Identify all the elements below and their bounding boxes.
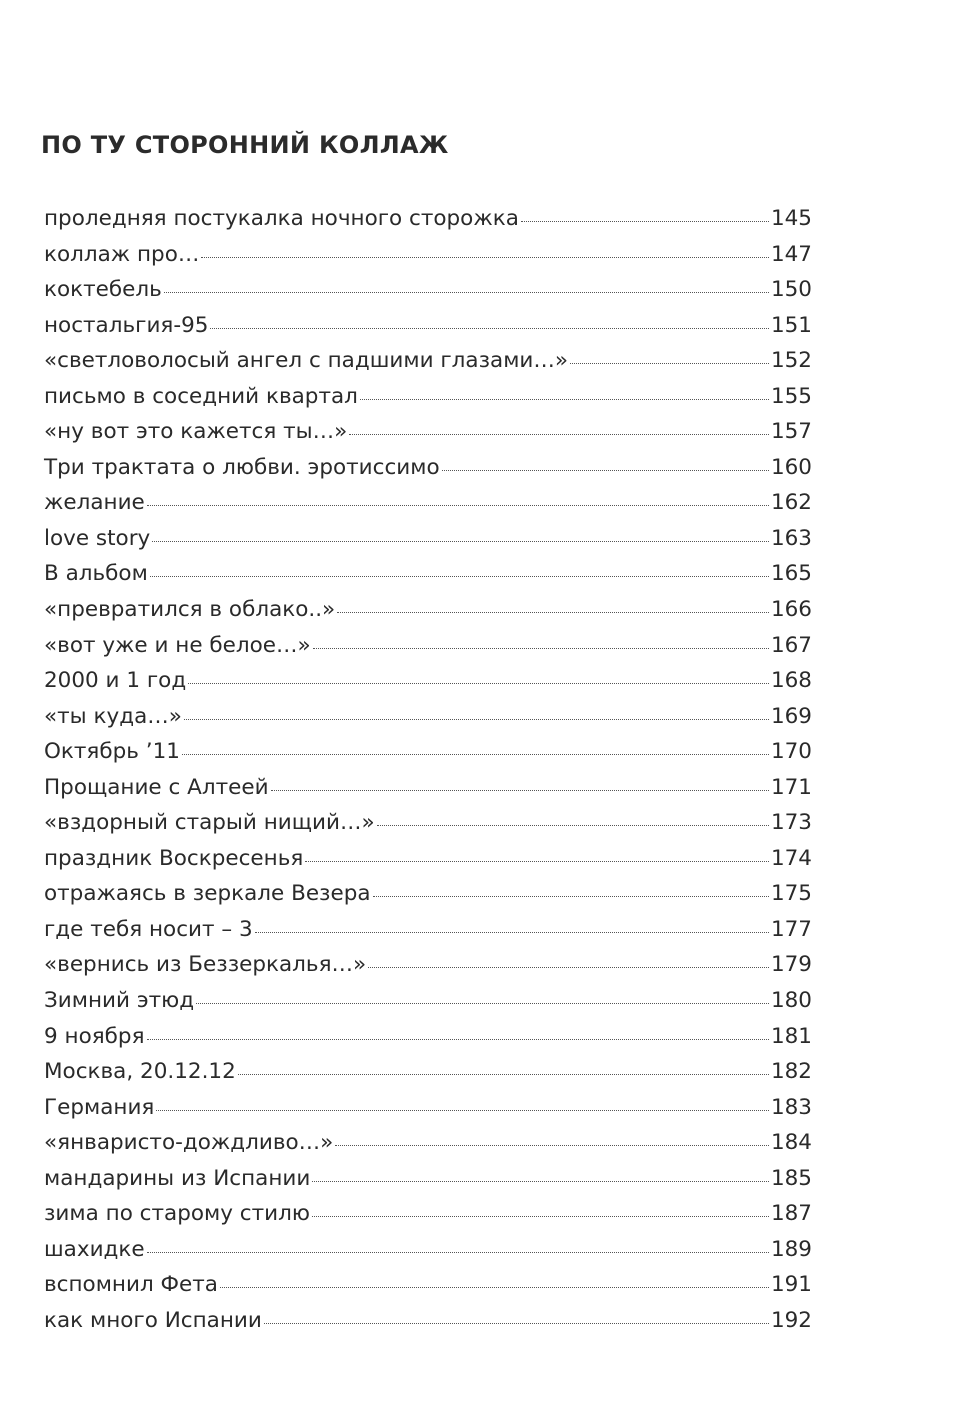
toc-entry-page-number: 166	[770, 597, 812, 623]
toc-entry-page-number: 183	[770, 1094, 812, 1120]
toc-entry-page-number: 170	[770, 739, 812, 765]
toc-entry	[44, 947, 812, 983]
toc-dot-leader	[264, 1323, 769, 1324]
toc-entry-title: love story	[44, 525, 151, 551]
toc-entry-page-number: 168	[770, 668, 812, 694]
toc-entry	[44, 734, 812, 770]
toc-entry	[44, 1161, 812, 1197]
toc-dot-leader	[156, 1110, 769, 1111]
toc-entry-title: шахидке	[44, 1236, 145, 1262]
toc-entry	[44, 663, 812, 699]
toc-entry-title: зима по старому стилю	[44, 1201, 310, 1227]
toc-dot-leader	[442, 470, 769, 471]
toc-entry-title: «светловолосый ангел с падшими глазами…»	[44, 348, 569, 374]
toc-entry	[44, 912, 812, 948]
toc-entry-page-number: 174	[770, 845, 812, 871]
toc-entry	[44, 556, 812, 592]
toc-entry-page-number: 157	[770, 419, 812, 445]
toc-entry-page-number: 184	[770, 1130, 812, 1156]
toc-entry-title: «январисто-дождливо…»	[44, 1130, 334, 1156]
toc-dot-leader	[313, 648, 769, 649]
toc-entry-title: Германия	[44, 1094, 155, 1120]
toc-entry	[44, 876, 812, 912]
toc-entry-title: как много Испании	[44, 1307, 262, 1333]
toc-entry-page-number: 167	[770, 632, 812, 658]
toc-dot-leader	[210, 328, 768, 329]
toc-entry-title: праздник Воскресенья	[44, 845, 304, 871]
toc-entry	[44, 450, 812, 486]
toc-entry	[44, 1232, 812, 1268]
toc-entry	[44, 805, 812, 841]
toc-entry-page-number: 185	[770, 1165, 812, 1191]
toc-entry-page-number: 165	[770, 561, 812, 587]
toc-entry-page-number: 163	[770, 525, 812, 551]
toc-entry	[44, 770, 812, 806]
toc-entry-page-number: 155	[770, 383, 812, 409]
toc-entry	[44, 983, 812, 1019]
toc-entry-page-number: 187	[770, 1201, 812, 1227]
toc-entry-page-number: 152	[770, 348, 812, 374]
toc-dot-leader	[184, 719, 769, 720]
toc-dot-leader	[147, 505, 769, 506]
toc-dot-leader	[373, 896, 769, 897]
toc-entry-title: 9 ноября	[44, 1023, 145, 1049]
toc-dot-leader	[196, 1003, 769, 1004]
toc-entry-page-number: 151	[770, 312, 812, 338]
toc-dot-leader	[238, 1074, 769, 1075]
toc-dot-leader	[368, 967, 769, 968]
toc-entry-page-number: 192	[770, 1307, 812, 1333]
toc-entry-page-number: 177	[770, 916, 812, 942]
toc-entry-title: 2000 и 1 год	[44, 668, 187, 694]
toc-entry	[44, 1267, 812, 1303]
toc-entry	[44, 628, 812, 664]
toc-entry-title: коктебель	[44, 277, 162, 303]
toc-entry-page-number: 169	[770, 703, 812, 729]
toc-dot-leader	[255, 932, 769, 933]
toc-dot-leader	[377, 825, 769, 826]
toc-entry-title: Три трактата о любви. эротиссимо	[44, 454, 440, 480]
toc-entry-page-number: 181	[770, 1023, 812, 1049]
toc-entry	[44, 1196, 812, 1232]
toc-entry	[44, 592, 812, 628]
toc-entry-page-number: 175	[770, 881, 812, 907]
toc-entry-title: «ну вот это кажется ты…»	[44, 419, 348, 445]
toc-entry	[44, 201, 812, 237]
toc-entry-title: Москва, 20.12.12	[44, 1059, 236, 1085]
toc-entry-page-number: 145	[770, 206, 812, 231]
toc-entry-page-number: 182	[770, 1059, 812, 1085]
toc-entry-title: «вернись из Беззеркалья…»	[44, 952, 367, 978]
toc-entry-title: «вот уже и не белое…»	[44, 632, 311, 658]
toc-dot-leader	[570, 363, 769, 364]
toc-entry-title: мандарины из Испании	[44, 1165, 311, 1191]
toc-entry-page-number: 173	[770, 810, 812, 836]
toc-entry	[44, 1054, 812, 1090]
section-title: ПО ТУ СТОРОННИЙ КОЛЛАЖ	[41, 131, 449, 159]
toc-entry	[44, 414, 812, 450]
toc-entry-title: проледняя постукалка ночного сторожка	[44, 206, 519, 231]
toc-dot-leader	[220, 1287, 769, 1288]
toc-dot-leader	[312, 1216, 769, 1217]
toc-entry	[44, 272, 812, 308]
toc-entry	[44, 485, 812, 521]
toc-entry-title: В альбом	[44, 561, 148, 587]
toc-entry	[44, 1090, 812, 1126]
toc-entry-title: ностальгия-95	[44, 312, 209, 338]
toc-entry	[44, 237, 812, 273]
toc-entry-title: отражаясь в зеркале Везера	[44, 881, 371, 907]
toc-entry-page-number: 160	[770, 454, 812, 480]
toc-dot-leader	[305, 861, 769, 862]
toc-dot-leader	[271, 790, 769, 791]
toc-entry-title: где тебя носит – 3	[44, 916, 253, 942]
toc-entry-page-number: 180	[770, 988, 812, 1014]
toc-entry-title: желание	[44, 490, 145, 516]
toc-dot-leader	[188, 683, 769, 684]
toc-entry-title: «ты куда…»	[44, 703, 182, 729]
toc-entry-title: коллаж про…	[44, 241, 200, 267]
toc-entry-title: «вздорный старый нищий…»	[44, 810, 375, 836]
toc-entry	[44, 521, 812, 557]
toc-dot-leader	[360, 399, 769, 400]
toc-entry-page-number: 189	[770, 1236, 812, 1262]
toc-entry-title: письмо в соседний квартал	[44, 383, 358, 409]
toc-dot-leader	[201, 257, 769, 258]
table-of-contents	[44, 201, 812, 1339]
toc-dot-leader	[164, 292, 769, 293]
toc-entry	[44, 841, 812, 877]
toc-entry	[44, 343, 812, 379]
toc-entry-title: Октябрь ’11	[44, 739, 180, 765]
toc-dot-leader	[150, 576, 769, 577]
toc-entry-page-number: 150	[770, 277, 812, 303]
toc-dot-leader	[335, 1145, 769, 1146]
toc-entry	[44, 1125, 812, 1161]
toc-entry-title: Зимний этюд	[44, 988, 195, 1014]
toc-entry-title: вспомнил Фета	[44, 1272, 218, 1298]
toc-dot-leader	[182, 754, 769, 755]
toc-entry-page-number: 147	[770, 241, 812, 267]
toc-dot-leader	[349, 434, 769, 435]
toc-entry	[44, 379, 812, 415]
toc-dot-leader	[521, 221, 769, 222]
toc-entry-page-number: 171	[770, 774, 812, 800]
toc-dot-leader	[147, 1039, 769, 1040]
toc-entry-page-number: 191	[770, 1272, 812, 1298]
toc-dot-leader	[337, 612, 769, 613]
toc-entry-title: Прощание с Алтеей	[44, 774, 269, 800]
toc-dot-leader	[312, 1181, 769, 1182]
toc-entry-page-number: 162	[770, 490, 812, 516]
toc-entry-title: «превратился в облако..»	[44, 597, 336, 623]
toc-entry	[44, 308, 812, 344]
toc-entry-page-number: 179	[770, 952, 812, 978]
toc-entry	[44, 1019, 812, 1055]
toc-entry	[44, 699, 812, 735]
toc-dot-leader	[152, 541, 769, 542]
toc-entry	[44, 1303, 812, 1339]
toc-dot-leader	[147, 1252, 769, 1253]
